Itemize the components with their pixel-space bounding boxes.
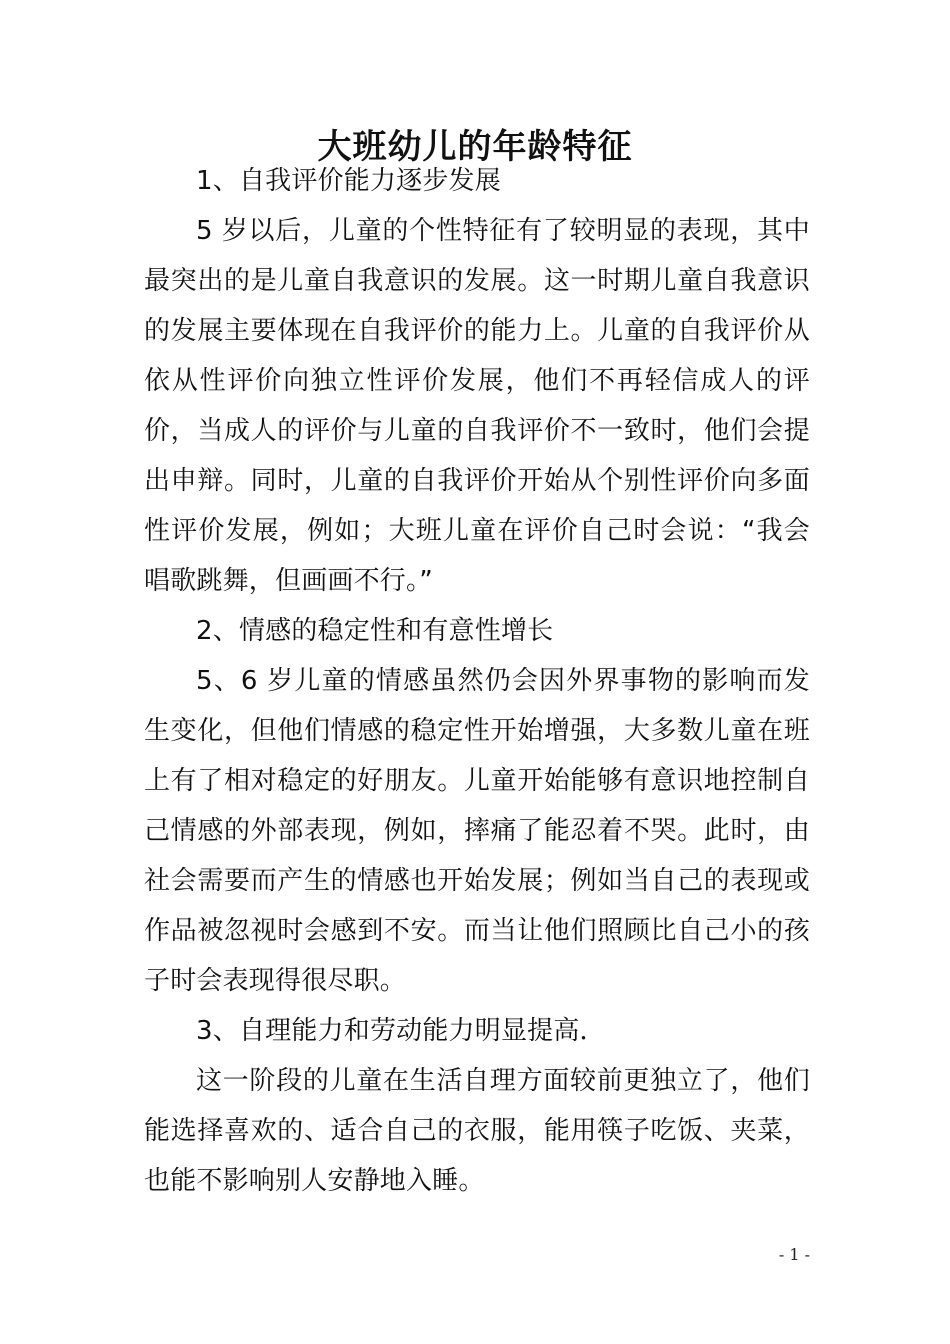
document-title: 大班幼儿的年龄特征 — [317, 126, 633, 167]
section-heading-2: 2、情感的稳定性和有意性增长 — [196, 616, 554, 646]
document-body — [144, 156, 810, 1206]
section-paragraph-1: 5 岁以后，儿童的个性特征有了较明显的表现，其中最突出的是儿童自我意识的发展。这一时期儿童自我意识的发展主要体现在自我评价的能力上。儿童的自我评价从依从性评价向独立性评价发展，他们不再轻信成人的评价，当成人的评价与儿童的自我评价不一致时，他们会提出申辩。同时，儿童的自我评价开始从个别性评价向多面性评价发展，例如；大班儿童在评价自己时会说：“我会唱歌跳舞，但画画不行。” — [144, 216, 810, 596]
section-paragraph-2: 5、6 岁儿童的情感虽然仍会因外界事物的影响而发生变化，但他们情感的稳定性开始增强，大多数儿童在班上有了相对稳定的好朋友。儿童开始能够有意识地控制自己情感的外部表现，例如，摔痛了能忍着不哭。此时，由社会需要而产生的情感也开始发展；例如当自己的表现或作品被忽视时会感到不安。而当让他们照顾比自己小的孩子时会表现得很尽职。 — [144, 666, 810, 996]
page-number: - 1 - — [778, 1245, 810, 1264]
section-paragraph-3: 这一阶段的儿童在生活自理方面较前更独立了，他们能选择喜欢的、适合自己的衣服，能用筷子吃饭、夹菜，也能不影响别人安静地入睡。 — [144, 1066, 810, 1196]
section-heading-3: 3、自理能力和劳动能力明显提高． — [196, 1016, 606, 1046]
section-heading-1: 1、自我评价能力逐步发展 — [196, 166, 501, 196]
